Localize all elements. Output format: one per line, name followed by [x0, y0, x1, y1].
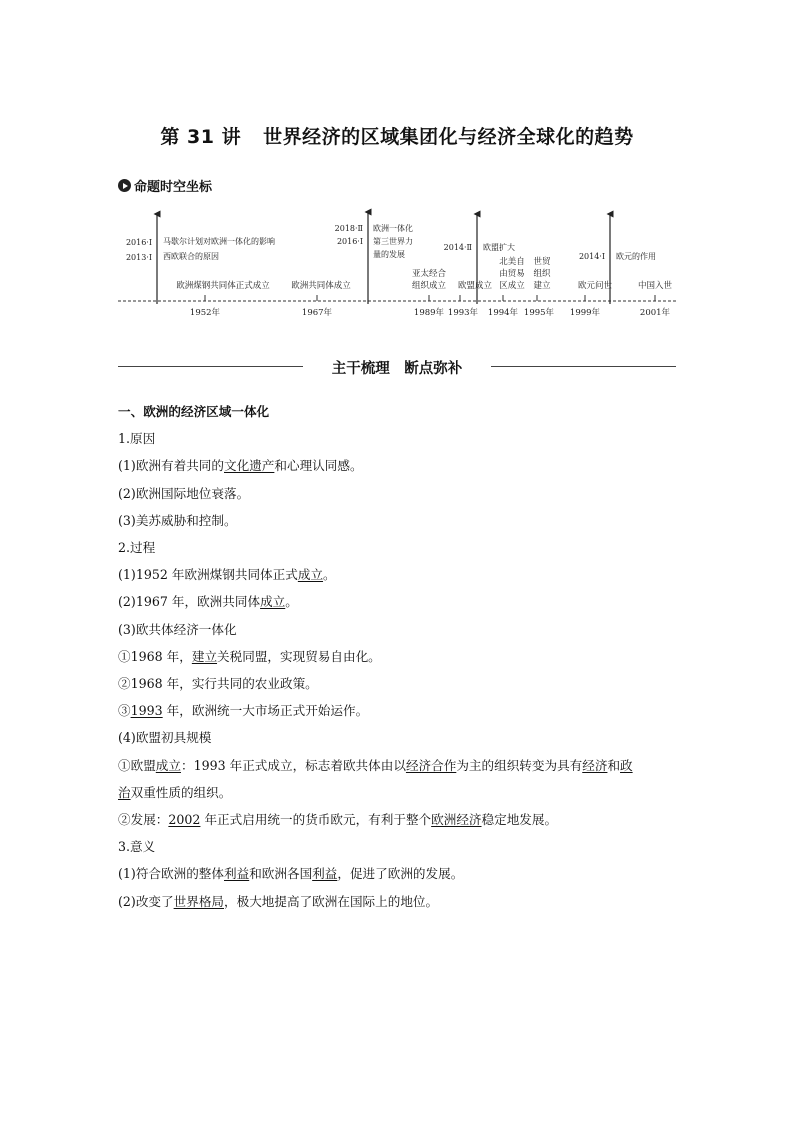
topic-label: 欧元的作用	[616, 252, 656, 261]
exam-tag: 2018·Ⅱ	[334, 224, 363, 233]
paragraph: (3)欧共体经济一体化	[118, 621, 237, 637]
fill-blank: 利益	[312, 866, 338, 882]
event-label: 欧盟成立	[457, 281, 493, 291]
year-label: 1994年	[487, 308, 519, 318]
lecture-title: 世界经济的区域集团化与经济全球化的趋势	[263, 126, 634, 148]
event-label: 中国入世	[637, 281, 673, 291]
fill-blank: 文化遗产	[224, 458, 275, 474]
fill-blank: 2002	[168, 812, 201, 828]
year-label: 1995年	[523, 308, 555, 318]
year-label: 2001年	[639, 308, 671, 318]
topic-label: 量的发展	[373, 250, 405, 259]
year-label: 1952年	[189, 308, 221, 318]
event-label: 区成立	[499, 281, 525, 291]
fill-blank: 政	[620, 757, 633, 773]
year-label: 1993年	[447, 308, 479, 318]
fill-blank: 利益	[224, 866, 250, 882]
fill-blank: 建立	[191, 648, 218, 664]
fill-blank: 成立	[260, 594, 286, 610]
subheading: 3.意义	[118, 839, 156, 855]
paragraph: (4)欧盟初具规模	[118, 730, 212, 746]
exam-tag: 2014·Ⅰ	[578, 252, 605, 261]
paragraph: (2)改变了世界格局，极大地提高了欧洲在国际上的地位。	[118, 893, 439, 909]
event-label: 建立	[533, 281, 551, 291]
timeline-diagram	[110, 200, 680, 325]
paragraph: (1)符合欧洲的整体利益和欧洲各国利益，促进了欧洲的发展。	[118, 866, 464, 882]
play-circle-icon	[118, 179, 131, 192]
fill-blank: 经济	[582, 757, 608, 773]
exam-tag: 2016·Ⅰ	[125, 238, 152, 247]
paragraph: ①欧盟成立：1993 年正式成立，标志着欧共体由以经济合作为主的组织转变为具有经济和政	[118, 757, 633, 773]
year-label: 1967年	[301, 308, 333, 318]
fill-blank: 欧洲经济	[431, 812, 482, 828]
paragraph: 治双重性质的组织。	[118, 784, 232, 800]
paragraph: (2)1967 年，欧洲共同体成立。	[118, 594, 298, 610]
topic-label: 欧盟扩大	[483, 243, 515, 252]
paragraph: ③1993 年，欧洲统一大市场正式开始运作。	[118, 703, 369, 719]
year-label: 1999年	[569, 308, 601, 318]
event-label: 世贸	[533, 257, 551, 267]
event-label: 组织	[533, 269, 551, 279]
paragraph: ②发展：2002 年正式启用统一的货币欧元，有利于整个欧洲经济稳定地发展。	[118, 812, 558, 828]
event-label: 欧洲共同体成立	[291, 281, 351, 291]
main-content	[118, 398, 680, 915]
page-title	[0, 122, 794, 149]
divider-caption: 主干梳理 断点弥补	[331, 361, 463, 377]
topic-label: 第三世界力	[373, 237, 413, 246]
paragraph: (3)美苏威胁和控制。	[118, 512, 237, 528]
year-label: 1989年	[413, 308, 445, 318]
section-marker	[118, 176, 212, 195]
event-label: 亚太经合	[411, 269, 447, 279]
fill-blank: 经济合作	[405, 757, 457, 773]
section-marker-label: 命题时空坐标	[134, 180, 213, 195]
lecture-number: 第 31 讲	[160, 126, 242, 148]
paragraph: ①1968 年，建立关税同盟，实现贸易自由化。	[118, 648, 381, 664]
divider-line	[491, 366, 676, 367]
subheading: 1.原因	[118, 431, 156, 447]
fill-blank: 1993	[130, 703, 163, 719]
section-heading: 一、欧洲的经济区域一体化	[118, 404, 270, 419]
subheading: 2.过程	[118, 540, 156, 556]
exam-tag: 2014·Ⅱ	[443, 243, 472, 252]
paragraph: (1)欧洲有着共同的文化遗产和心理认同感。	[118, 458, 363, 474]
event-label: 北美自	[499, 257, 525, 267]
exam-tag: 2013·Ⅰ	[125, 253, 152, 262]
section-divider	[118, 355, 676, 379]
topic-label: 马歇尔计划对欧洲一体化的影响	[163, 237, 275, 246]
paragraph: (1)1952 年欧洲煤钢共同体正式成立。	[118, 567, 336, 583]
paragraph: ②1968 年，实行共同的农业政策。	[118, 676, 318, 692]
fill-blank: 治	[118, 784, 131, 800]
fill-blank: 成立	[155, 757, 181, 773]
exam-tag: 2016·Ⅰ	[336, 237, 363, 246]
event-label: 欧元问世	[577, 281, 613, 291]
fill-blank: 成立	[297, 567, 324, 583]
event-label: 由贸易	[499, 269, 525, 279]
topic-label: 欧洲一体化	[373, 224, 413, 233]
paragraph: (2)欧洲国际地位衰落。	[118, 485, 250, 501]
event-label: 欧洲煤钢共同体正式成立	[176, 281, 270, 291]
topic-label: 西欧联合的原因	[163, 252, 219, 261]
event-label: 组织成立	[411, 281, 447, 291]
fill-blank: 世界格局	[173, 893, 224, 909]
